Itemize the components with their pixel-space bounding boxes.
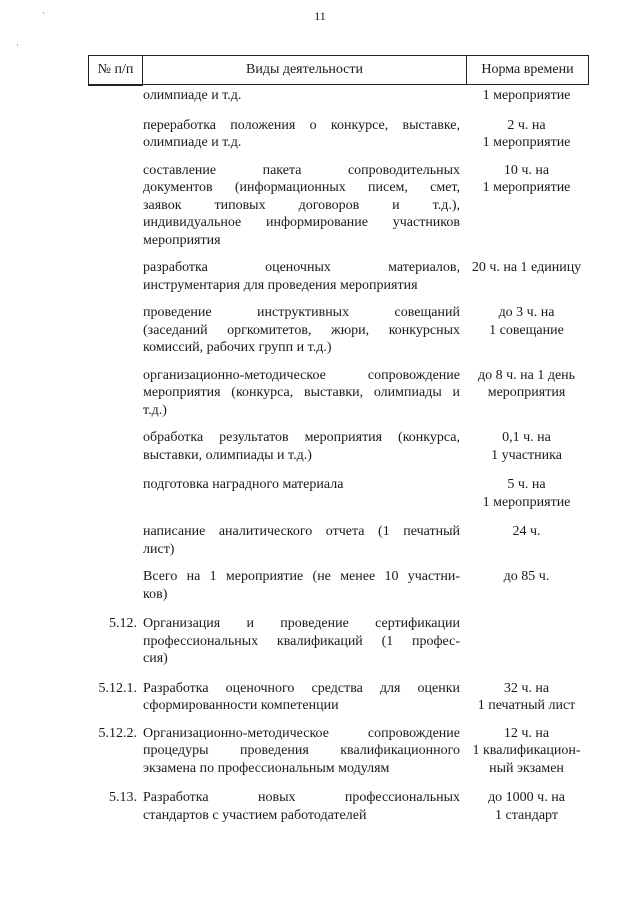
norm-line: ный экзамен (489, 760, 564, 776)
row-number: 5.12.2. (98, 725, 137, 741)
activity-line: написание аналитического отчета (1 печатный (143, 524, 460, 539)
row-number (88, 117, 141, 152)
table-row (88, 429, 589, 464)
activity-line: мероприятия (143, 232, 221, 248)
header-number: № п/п (89, 56, 143, 84)
norm-line: 32 ч. на (503, 680, 550, 696)
row-activity (141, 117, 464, 152)
row-number (88, 304, 141, 357)
norm-line: 1 мероприятие (482, 88, 571, 103)
row-norm (464, 367, 589, 420)
row-number (88, 87, 141, 105)
activity-line: заявок типовых договоров и т.д.), (143, 197, 460, 213)
row-number (88, 429, 141, 464)
header-norm: Норма времени (481, 62, 574, 77)
activity-line: олимпиаде и т.д. (143, 88, 242, 103)
activity-line: т.д.) (143, 402, 167, 418)
row-norm (464, 523, 589, 558)
activity-line: проведение инструктивных совещаний (143, 305, 460, 320)
row-activity (141, 789, 464, 824)
activity-line: лист) (143, 541, 175, 557)
row-activity (141, 87, 464, 105)
norm-line: 1 мероприятие (482, 135, 571, 150)
norm-line: мероприятия (487, 385, 566, 400)
row-activity (141, 476, 464, 511)
norm-line: до 3 ч. на (498, 305, 555, 320)
row-norm (464, 476, 589, 511)
table-row (88, 725, 589, 778)
table-row (88, 117, 589, 152)
row-activity (141, 429, 464, 464)
activity-line: сформированности компетенции (143, 698, 339, 713)
row-norm (464, 680, 589, 715)
table-row (88, 476, 589, 511)
activity-line: процедуры проведения квалификационного (143, 743, 460, 758)
norm-line: 1 квалификацион- (472, 743, 581, 758)
activity-line: стандартов с участием работодателей (143, 807, 367, 823)
row-norm (464, 725, 589, 778)
row-number (88, 259, 141, 294)
norm-line: 1 мероприятие (482, 494, 571, 510)
activity-line: подготовка наградного материала (143, 477, 344, 492)
table-row (88, 789, 589, 824)
activity-line: (заседаний оргкомитетов, жюри, конкурсных (143, 322, 460, 338)
activity-line: переработка положения о конкурсе, выставке, (143, 117, 460, 133)
table-row (88, 367, 589, 420)
activity-line: профессиональных квалификаций (1 профес- (143, 633, 460, 649)
table-row (88, 259, 589, 294)
norm-line: до 8 ч. на 1 день (477, 367, 576, 383)
row-number: 5.12.1. (98, 680, 137, 696)
activity-line: Разработка новых профессиональных (143, 790, 460, 805)
activity-line: комиссий, рабочих групп и т.д.) (143, 340, 332, 355)
activity-line: документов (информационных писем, смет, (143, 180, 460, 195)
row-activity (141, 304, 464, 357)
activity-line: индивидуальное информирование участников (143, 215, 460, 230)
table-row (88, 568, 589, 603)
row-activity (141, 259, 464, 294)
row-activity (141, 162, 464, 250)
norm-line: 1 совещание (489, 322, 564, 338)
row-norm (464, 429, 589, 464)
table-row (88, 162, 589, 250)
table-row (88, 523, 589, 558)
activity-line: инструментария для проведения мероприятия (143, 277, 418, 293)
norm-line: 24 ч. (512, 524, 541, 539)
table-row (88, 615, 589, 668)
scan-speck: · (16, 40, 19, 50)
activity-line: ков) (143, 586, 168, 602)
row-norm (464, 304, 589, 357)
page-number: 11 (314, 9, 326, 23)
header-activity: Виды деятельности (143, 56, 467, 84)
norm-line: 5 ч. на (507, 477, 546, 492)
row-norm (464, 87, 589, 105)
scan-speck: · (42, 8, 45, 18)
activity-line: Организация и проведение сертификации (143, 616, 460, 631)
row-norm (464, 615, 589, 668)
row-activity (141, 367, 464, 420)
table-row (88, 304, 589, 357)
table-row (88, 680, 589, 715)
activity-line: обработка результатов мероприятия (конкурса, (143, 430, 460, 445)
row-number: 5.13. (109, 790, 137, 805)
activity-line: выставки, олимпиады и т.д.) (143, 447, 312, 463)
norm-line: 2 ч. на (507, 117, 546, 133)
activity-line: мероприятия (конкурса, выставки, олимпиады и (143, 385, 460, 400)
row-number (88, 476, 141, 511)
row-norm (464, 162, 589, 250)
norm-line: 1 печатный лист (477, 698, 576, 713)
table-header (88, 55, 589, 85)
row-number (88, 162, 141, 250)
norm-line: до 85 ч. (503, 569, 550, 584)
norm-line: 1 мероприятие (482, 180, 571, 195)
row-activity (141, 680, 464, 715)
norm-line: 1 участника (491, 447, 562, 463)
activity-line: сия) (143, 651, 168, 666)
activity-line: экзамена по профессиональным модулям (143, 760, 390, 776)
row-activity (141, 725, 464, 778)
table-body (88, 87, 589, 824)
row-number (88, 367, 141, 420)
row-norm (464, 568, 589, 603)
norm-line: до 1000 ч. на (488, 790, 565, 805)
norm-line: 12 ч. на (503, 725, 550, 741)
row-norm (464, 789, 589, 824)
row-activity (141, 615, 464, 668)
activity-line: олимпиаде и т.д. (143, 135, 242, 150)
activity-line: Организационно-методическое сопровождение (143, 725, 460, 741)
activity-line: составление пакета сопроводительных (143, 162, 460, 178)
row-number (88, 568, 141, 603)
activity-line: Всего на 1 мероприятие (не менее 10 участни- (143, 569, 460, 584)
table-row (88, 87, 589, 105)
row-norm (464, 259, 589, 294)
norm-line: 0,1 ч. на (502, 430, 551, 445)
activity-line: разработка оценочных материалов, (143, 260, 460, 275)
activity-line: организационно-методическое сопровождение (143, 367, 460, 383)
activity-line: Разработка оценочного средства для оценки (143, 680, 460, 696)
row-number: 5.12. (109, 616, 137, 631)
row-norm (464, 117, 589, 152)
row-activity (141, 568, 464, 603)
table-rule (88, 85, 143, 86)
norm-line: 10 ч. на (503, 162, 550, 178)
norm-line: 1 стандарт (495, 807, 558, 823)
norm-line: 20 ч. на 1 единицу (471, 260, 582, 275)
row-activity (141, 523, 464, 558)
row-number (88, 523, 141, 558)
